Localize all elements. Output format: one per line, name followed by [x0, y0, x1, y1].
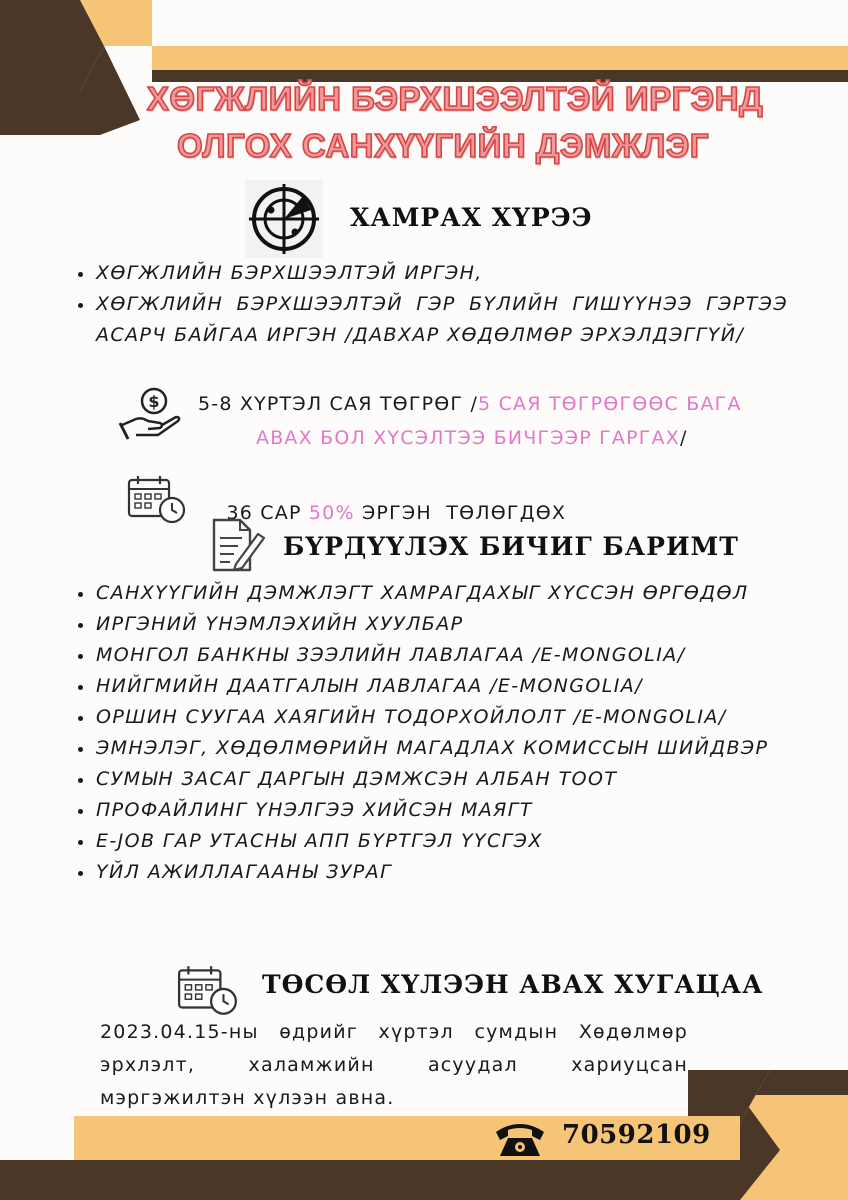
target-icon [245, 180, 323, 258]
phone-number[interactable]: 70592109 [562, 1120, 711, 1150]
list-item: ИРГЭНИЙ ҮНЭМЛЭХИЙН ХУУЛБАР [76, 609, 788, 640]
document-pen-icon [206, 516, 266, 574]
main-title-line-2: ОЛГОХ САНХҮҮГИЙН ДЭМЖЛЭГ [176, 127, 710, 164]
deadline-heading: ТӨСӨЛ ХҮЛЭЭН АВАХ ХУГАЦАА [262, 970, 764, 999]
deadline-text: 2023.04.15-ны өдрийг хүртэл сумдын Хөдөлмөр эрхлэлт, халамжийн асуудал хариуцсан мэргэжилтэн хүлээн авна. [100, 1021, 688, 1109]
money-hand-icon [118, 385, 184, 445]
coverage-heading: ХАМРАХ ХҮРЭЭ [350, 203, 593, 232]
list-item: ОРШИН СУУГАА ХАЯГИЙН ТОДОРХОЙЛОЛТ /E-MONGOLIA/ [76, 702, 788, 733]
list-item: ҮЙЛ АЖИЛЛАГААНЫ ЗУРАГ [76, 857, 788, 888]
list-item: ПРОФАЙЛИНГ ҮНЭЛГЭЭ ХИЙСЭН МАЯГТ [76, 795, 788, 826]
term-text: 36 САР 50% ЭРГЭН ТӨЛӨГДӨХ [226, 502, 567, 524]
list-item: E-JOB ГАР УТАСНЫ АПП БҮРТГЭЛ ҮҮСГЭХ [76, 826, 788, 857]
amount-line-1: 5-8 ХҮРТЭЛ САЯ ТӨГРӨГ /5 САЯ ТӨГРӨГӨӨС БАГА [198, 393, 742, 415]
list-item: ЭМНЭЛЭГ, ХӨДӨЛМӨРИЙН МАГАДЛАХ КОМИССЫН ШИЙДВЭР [76, 733, 788, 764]
list-item: МОНГОЛ БАНКНЫ ЗЭЭЛИЙН ЛАВЛАГАА /E-MONGOLIA/ [76, 640, 788, 671]
telephone-icon [494, 1120, 546, 1158]
list-item: СУМЫН ЗАСАГ ДАРГЫН ДЭМЖСЭН АЛБАН ТООТ [76, 764, 788, 795]
list-item: ХӨГЖЛИЙН БЭРХШЭЭЛТЭЙ ИРГЭН, [76, 258, 788, 289]
documents-list [76, 578, 788, 888]
coverage-list [76, 258, 788, 351]
documents-heading: БҮРДҮҮЛЭХ БИЧИГ БАРИМТ [283, 532, 739, 561]
amount-line-2: АВАХ БОЛ ХҮСЭЛТЭЭ БИЧГЭЭР ГАРГАХ/ [256, 427, 688, 449]
list-item: НИЙГМИЙН ДААТГАЛЫН ЛАВЛАГАА /E-MONGOLIA/ [76, 671, 788, 702]
svg-text:$: $ [148, 392, 160, 411]
list-item: ХӨГЖЛИЙН БЭРХШЭЭЛТЭЙ ГЭР БҮЛИЙН ГИШҮҮНЭЭ ГЭРТЭЭ АСАРЧ БАЙГАА ИРГЭН /ДАВХАР ХӨДӨЛМӨР ЭРХЭЛДЭГГҮЙ/ [76, 289, 788, 351]
list-item: САНХҮҮГИЙН ДЭМЖЛЭГТ ХАМРАГДАХЫГ ХҮССЭН ӨРГӨДӨЛ [76, 578, 788, 609]
calendar-clock-icon [126, 474, 188, 526]
calendar-clock-icon [176, 964, 240, 1018]
main-title-line-1: ХӨГЖЛИЙН БЭРХШЭЭЛТЭЙ ИРГЭНД [146, 80, 764, 117]
